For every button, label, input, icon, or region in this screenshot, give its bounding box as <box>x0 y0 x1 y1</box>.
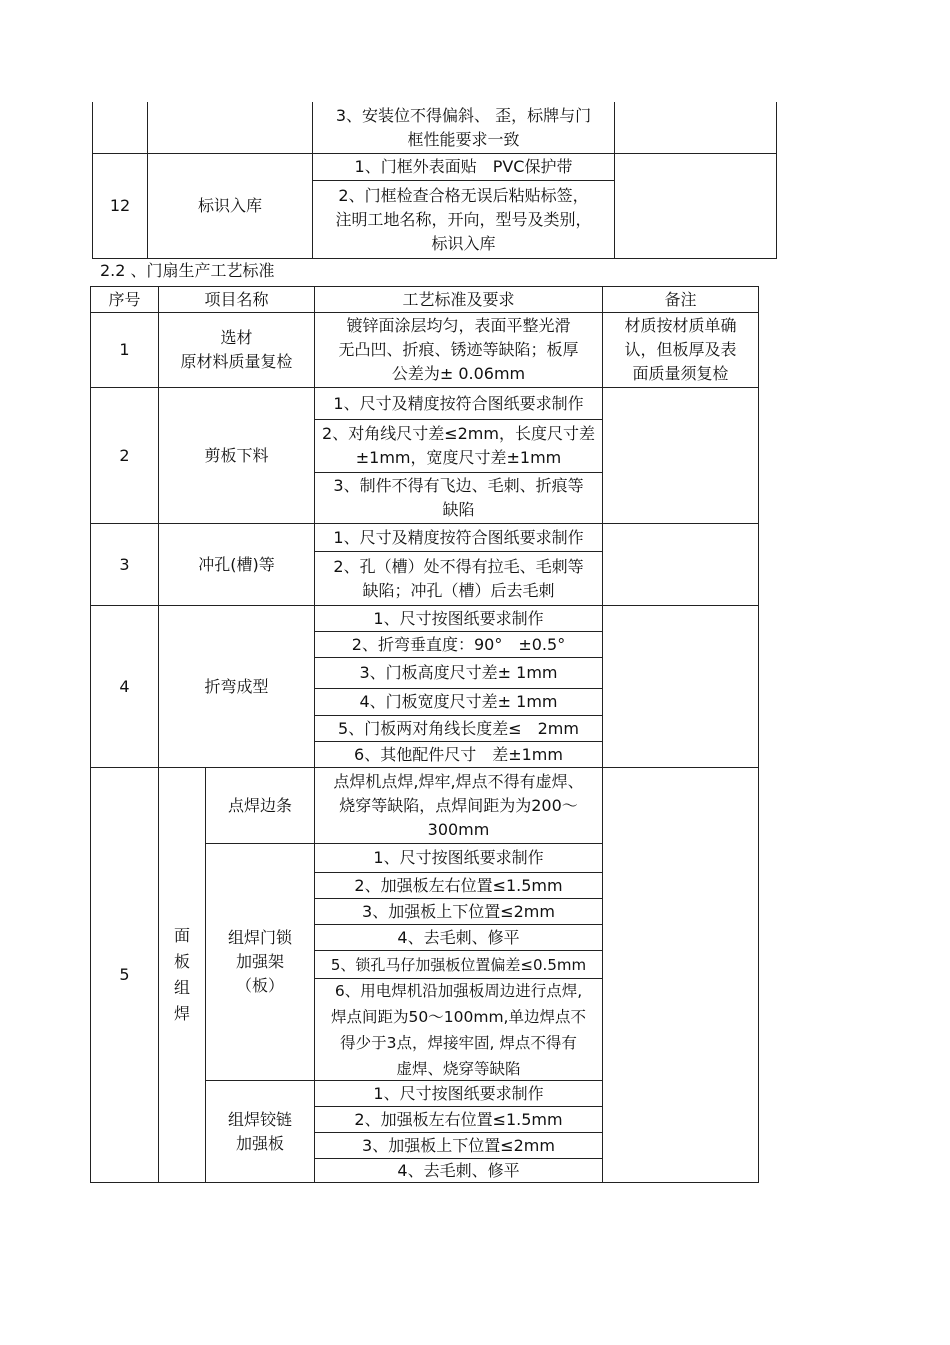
table-cell-requirement: 6、用电焊机沿加强板周边进行点焊, 焊点间距为50～100mm,单边焊点不 得少于3点，焊接牢固, 焊点不得有 虚焊、烧穿等缺陷 <box>331 981 586 1078</box>
table-cell-requirement: 3、制件不得有飞边、毛刺、折痕等 缺陷 <box>333 476 584 519</box>
table-cell-sub-item: 组焊铰链 加强板 <box>227 1109 292 1153</box>
table-cell-requirement: 6、其他配件尺寸 差±1mm <box>354 744 563 764</box>
table-cell-requirement: 1、尺寸按图纸要求制作 <box>373 1083 544 1103</box>
table-cell-requirement: 4、去毛刺、修平 <box>397 927 520 947</box>
table-cell-item-name: 选材 原材料质量复检 <box>180 328 293 371</box>
table-cell-requirement: 4、门板宽度尺寸差± 1mm <box>359 692 558 711</box>
table-cell-item-name: 剪板下料 <box>204 445 269 465</box>
table-cell-remark: 材质按材质单确 认，但板厚及表 面质量须复检 <box>624 316 737 383</box>
column-header-standard: 工艺标准及要求 <box>402 289 515 309</box>
table-cell-number: 1 <box>119 340 130 359</box>
column-header-remark: 备注 <box>664 289 697 309</box>
table-cell-requirement: 2、加强板左右位置≤1.5mm <box>354 1109 563 1129</box>
table-cell-item-name: 折弯成型 <box>204 676 269 696</box>
table-cell-requirement: 1、尺寸及精度按符合图纸要求制作 <box>333 527 584 547</box>
table-cell-item-name: 标识入库 <box>197 196 262 215</box>
table-cell-number: 5 <box>119 965 130 984</box>
table-cell-requirement: 1、门框外表面贴 PVC保护带 <box>354 157 573 176</box>
table-cell-requirement: 1、尺寸及精度按符合图纸要求制作 <box>333 393 584 413</box>
table-cell-requirement: 1、尺寸按图纸要求制作 <box>373 848 544 867</box>
table-cell-number: 4 <box>119 676 130 696</box>
table-cell-requirement: 5、锁孔马仔加强板位置偏差≤0.5mm <box>330 955 587 974</box>
table-cell-sub-item: 点焊边条 <box>227 795 292 815</box>
table-cell-requirement: 2、对角线尺寸差≤2mm，长度尺寸差 ±1mm，宽度尺寸差±1mm <box>322 424 595 467</box>
table-cell-requirement: 2、孔（槽）处不得有拉毛、毛刺等 缺陷；冲孔（槽）后去毛刺 <box>333 556 584 600</box>
table-cell-requirement: 2、门框检查合格无误后粘贴标签， 注明工地名称，开向，型号及类别， 标识入库 <box>335 185 592 253</box>
table-cell-requirement: 5、门板两对角线长度差≤ 2mm <box>338 718 579 738</box>
table-cell-requirement: 2、加强板左右位置≤1.5mm <box>354 875 563 895</box>
table-cell-number: 3 <box>119 554 130 574</box>
table-cell-requirement: 点焊机点焊,焊牢,焊点不得有虚焊、 烧穿等缺陷，点焊间距为为200～ 300mm <box>333 771 584 839</box>
table-cell-number: 12 <box>109 196 131 215</box>
table-cell-item-name: 面 板 组 焊 <box>173 926 190 1023</box>
column-header-number: 序号 <box>108 289 141 309</box>
table-cell-requirement: 2、折弯垂直度：90° ±0.5° <box>351 634 566 654</box>
section-title: 2.2 、门扇生产工艺标准 <box>100 261 275 280</box>
table-cell-sub-item: 组焊门锁 加强架 （板） <box>227 928 292 995</box>
table-cell-item-name: 冲孔(槽)等 <box>198 554 275 574</box>
table-cell-requirement: 4、去毛刺、修平 <box>397 1160 520 1180</box>
table-cell-requirement: 3、加强板上下位置≤2mm <box>362 901 555 921</box>
table-cell-requirement: 1、尺寸按图纸要求制作 <box>373 608 544 628</box>
table-cell-number: 2 <box>119 445 130 465</box>
table-cell-requirement: 3、安装位不得偏斜、 歪，标牌与门 框性能要求一致 <box>335 105 592 149</box>
table-cell-requirement: 3、加强板上下位置≤2mm <box>362 1135 555 1155</box>
column-header-item-name: 项目名称 <box>204 289 269 309</box>
table-cell-requirement: 3、门板高度尺寸差± 1mm <box>359 663 558 682</box>
table-cell-requirement: 镀锌面涂层均匀，表面平整光滑 无凸凹、折痕、锈迹等缺陷；板厚 公差为± 0.06mm <box>338 316 579 383</box>
